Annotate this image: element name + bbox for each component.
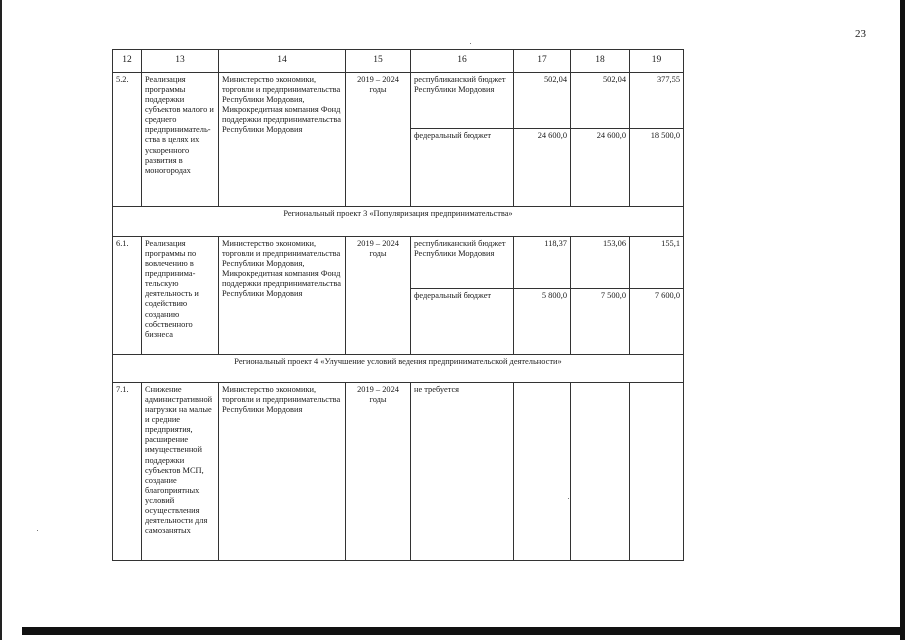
value-18 <box>571 383 630 561</box>
column-header: 18 <box>571 50 630 73</box>
column-header: 16 <box>411 50 514 73</box>
value-18: 153,06 <box>571 237 630 289</box>
program-table <box>112 49 684 561</box>
value-18: 7 500,0 <box>571 289 630 355</box>
funding-source: федеральный бюджет <box>411 129 514 207</box>
section-title: Региональный проект 4 «Улучшение условий ведения предпринимательской деятельности» <box>113 355 684 383</box>
value-19: 18 500,0 <box>630 129 684 207</box>
funding-source: федеральный бюджет <box>411 289 514 355</box>
value-17: 502,04 <box>514 73 571 129</box>
item-name: Реализация программы по вовлечению в предпринимательскую деятельность и содействию созданию собственного бизнеса <box>142 237 219 355</box>
table-row <box>113 237 684 289</box>
funding-source: не требуется <box>411 383 514 561</box>
item-executor: Министерство экономики, торговли и предпринимательства Республики Мордовия, Микрокредитная компания Фонд поддержки предпринимательства Республики Мордовия <box>219 237 346 355</box>
scan-speck <box>37 530 38 531</box>
item-number: 6.1. <box>113 237 142 355</box>
page-edge-left <box>0 0 2 640</box>
page-number: 23 <box>855 28 866 40</box>
column-header: 13 <box>142 50 219 73</box>
item-executor: Министерство экономики, торговли и предпринимательства Республики Мордовия, Микрокредитная компания Фонд поддержки предпринимательства Республики Мордовия <box>219 73 346 207</box>
value-19 <box>630 383 684 561</box>
item-number: 7.1. <box>113 383 142 561</box>
section-row <box>113 355 684 383</box>
column-header: 14 <box>219 50 346 73</box>
column-header: 15 <box>346 50 411 73</box>
page-edge-bottom <box>22 627 905 635</box>
value-17: 118,37 <box>514 237 571 289</box>
column-header: 19 <box>630 50 684 73</box>
column-header: 17 <box>514 50 571 73</box>
value-19: 7 600,0 <box>630 289 684 355</box>
table-row <box>113 73 684 129</box>
table-row <box>113 383 684 561</box>
page-edge-right <box>900 0 905 640</box>
column-header: 12 <box>113 50 142 73</box>
section-title: Региональный проект 3 «Популяризация предпринимательства» <box>113 207 684 237</box>
item-number: 5.2. <box>113 73 142 207</box>
item-executor: Министерство экономики, торговли и предпринимательства Республики Мордовия <box>219 383 346 561</box>
value-17 <box>514 383 571 561</box>
value-19: 377,55 <box>630 73 684 129</box>
item-period: 2019 – 2024 годы <box>346 237 411 355</box>
section-row <box>113 207 684 237</box>
item-period: 2019 – 2024 годы <box>346 383 411 561</box>
value-17: 5 800,0 <box>514 289 571 355</box>
funding-source: республиканский бюджет Республики Мордовия <box>411 73 514 129</box>
value-18: 502,04 <box>571 73 630 129</box>
scan-speck <box>470 43 471 44</box>
item-name: Реализация программы поддержки субъектов малого и среднего предпринимательства в целях их ускоренного развития в моногородах <box>142 73 219 207</box>
funding-source: республиканский бюджет Республики Мордовия <box>411 237 514 289</box>
item-period: 2019 – 2024 годы <box>346 73 411 207</box>
value-18: 24 600,0 <box>571 129 630 207</box>
value-19: 155,1 <box>630 237 684 289</box>
value-17: 24 600,0 <box>514 129 571 207</box>
column-header-row <box>113 50 684 73</box>
item-name: Снижение административной нагрузки на малые и средние предприятия, расширение имущественной поддержки субъектов МСП, создание благоприятных условий осуществления деятельности для самозанятых <box>142 383 219 561</box>
